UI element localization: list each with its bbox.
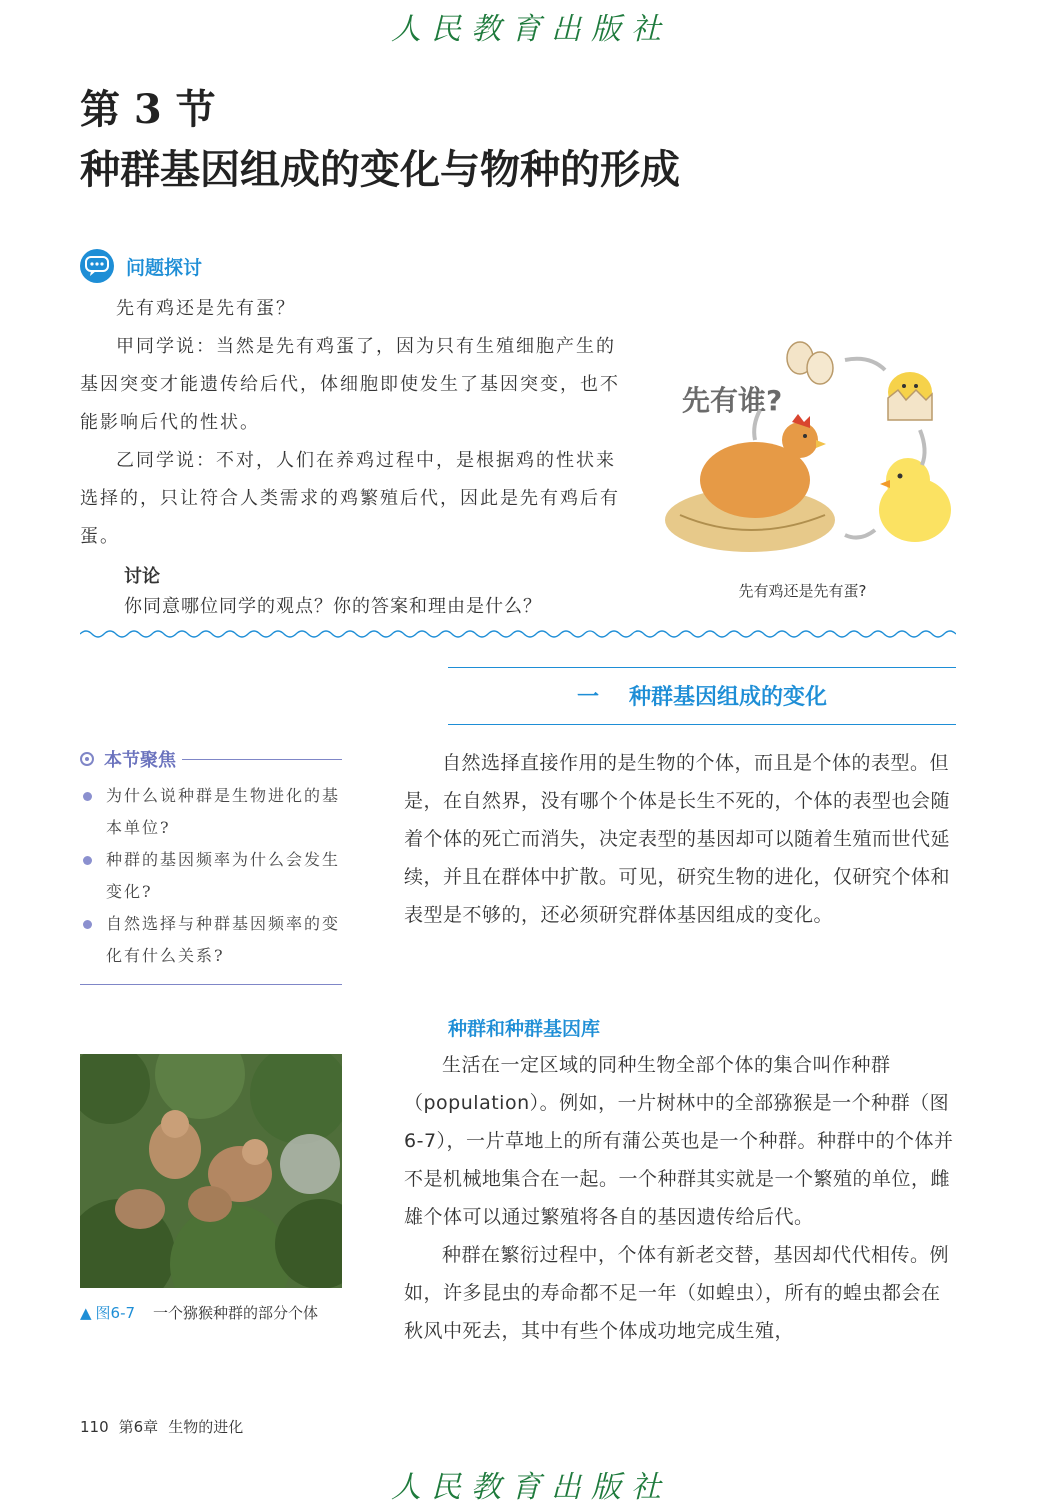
- subsection-number: 一: [576, 685, 599, 710]
- section-title: 种群基因组成的变化与物种的形成: [80, 146, 680, 193]
- page-number: 110: [80, 1418, 109, 1436]
- figure-6-7-caption: [80, 1302, 318, 1323]
- publisher-logo-bottom: 人民教育出版社: [391, 1470, 671, 1505]
- figure-question-text: 先有谁?: [682, 384, 783, 417]
- question-header: [80, 248, 202, 284]
- question-label: 问题探讨: [126, 256, 203, 279]
- focus-header: [80, 746, 342, 772]
- question-paragraph: 先有鸡还是先有蛋？: [116, 298, 296, 319]
- body-paragraph: 种群在繁衍过程中，个体有新老交替，基因却代代相传。例如，许多昆虫的寿命都不足一年（如蝗虫），所有的蝗虫都会在秋风中死去，其中有些个体成功地完成生殖，: [404, 1244, 950, 1342]
- focus-item: 自然选择与种群基因频率的变化有什么关系?: [80, 908, 342, 972]
- figure-number: 图6-7: [95, 1304, 136, 1322]
- page-footer: [80, 1416, 253, 1437]
- hatching-chick-icon: [888, 372, 932, 420]
- subsection-rule-top: [448, 667, 956, 668]
- chicken-egg-cycle-figure: [660, 330, 960, 570]
- discussion-text: 你同意哪位同学的观点？你的答案和理由是什么？: [124, 596, 542, 617]
- chapter-number: 第6章: [118, 1418, 159, 1436]
- subheading-population: 种群和种群基因库: [448, 1018, 601, 1040]
- target-icon: [80, 752, 94, 766]
- focus-label: 本节聚焦: [104, 750, 176, 771]
- discussion-label: 讨论: [124, 566, 160, 587]
- chat-bubble-icon: [80, 249, 114, 283]
- focus-bottom-rule: [80, 984, 342, 985]
- hen-on-nest-icon: [665, 414, 835, 552]
- focus-item: 种群的基因频率为什么会发生变化?: [80, 844, 342, 908]
- body-paragraph-2: [404, 1046, 956, 1350]
- subsection-title: 种群基因组成的变化: [629, 685, 828, 710]
- body-paragraph-1: [404, 744, 956, 934]
- question-text: [80, 290, 635, 556]
- chapter-title: 生物的进化: [168, 1418, 244, 1436]
- body-paragraph: 生活在一定区域的同种生物全部个体的集合叫作种群（population）。例如，一片树林中的全部猕猴是一个种群（图6-7），一片草地上的所有蒲公英也是一个种群。种群中的个体并不是机械地集合在一起。一个种群其实就是一个繁殖的单位，雌雄个体可以通过繁殖将各自的基因遗传给后代。: [404, 1054, 954, 1228]
- focus-item: 为什么说种群是生物进化的基本单位?: [80, 780, 342, 844]
- body-paragraph: 自然选择直接作用的是生物的个体，而且是个体的表型。但是，在自然界，没有哪个个体是长生不死的，个体的表型也会随着个体的死亡而消失，决定表型的基因却可以随着生殖而世代延续，并且在群体中扩散。可见，研究生物的进化，仅研究个体和表型是不够的，还必须研究群体基因组成的变化。: [404, 752, 951, 926]
- publisher-logo-top: 人民教育出版社: [391, 12, 671, 47]
- chick-icon: [879, 458, 951, 542]
- subsection-heading: [448, 680, 956, 711]
- question-paragraph: 甲同学说：当然是先有鸡蛋了，因为只有生殖细胞产生的基因突变才能遗传给后代，体细胞即使发生了基因突变，也不能影响后代的性状。: [80, 336, 620, 433]
- macaque-photo: [80, 1054, 342, 1288]
- wavy-divider: [80, 628, 956, 640]
- focus-list: [80, 780, 342, 972]
- triangle-icon: ▲: [80, 1304, 92, 1322]
- chicken-figure-caption: 先有鸡还是先有蛋?: [738, 582, 867, 600]
- eggs-icon: [787, 342, 833, 384]
- question-paragraph: 乙同学说：不对，人们在养鸡过程中，是根据鸡的性状来选择的，只让符合人类需求的鸡繁殖后代，因此是先有鸡后有蛋。: [80, 450, 620, 547]
- subsection-rule-bottom: [448, 724, 956, 725]
- section-number: 第 3 节: [80, 86, 216, 133]
- figure-caption-text: 一个猕猴种群的部分个体: [153, 1304, 319, 1322]
- focus-rule: [182, 759, 342, 760]
